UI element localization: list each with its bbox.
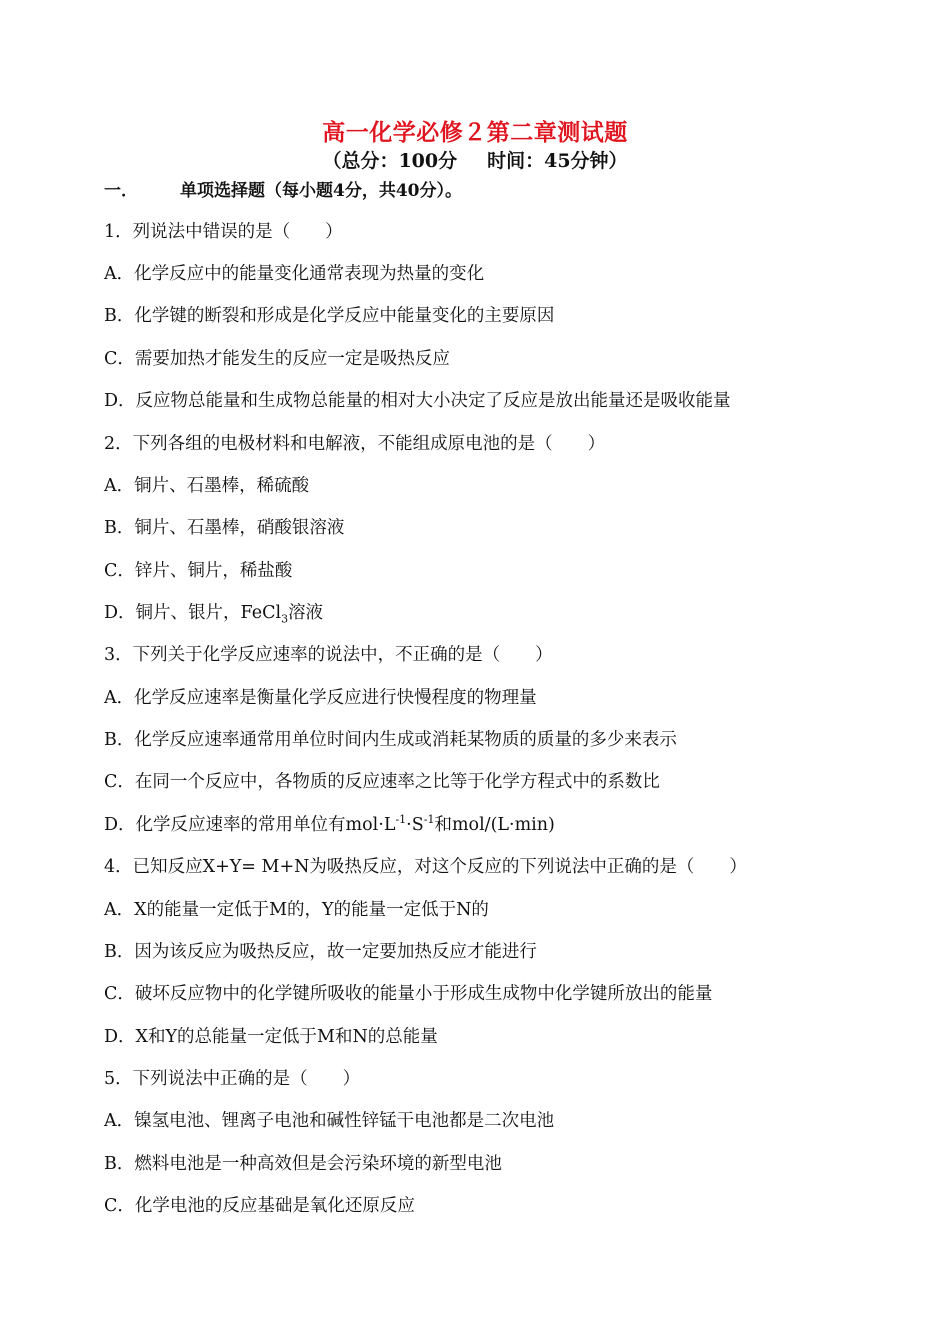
section-number: 一．: [104, 181, 138, 201]
option-item: C．锌片、铜片，稀盐酸: [104, 561, 293, 581]
question-stem: 3．下列关于化学反应速率的说法中，不正确的是（ ）: [104, 645, 553, 665]
option-text: 溶液: [288, 603, 324, 623]
option-item: C．需要加热才能发生的反应一定是吸热反应: [104, 349, 450, 369]
option-item: [104, 599, 323, 624]
option-item: A．镍氢电池、锂离子电池和碱性锌锰干电池都是二次电池: [104, 1111, 555, 1131]
time-limit: 时间：45分钟）: [487, 150, 628, 172]
option-item: A．化学反应速率是衡量化学反应进行快慢程度的物理量: [104, 688, 537, 708]
option-text: 和mol/(L·min): [434, 815, 555, 835]
option-item: B．铜片、石墨棒，硝酸银溶液: [104, 518, 345, 538]
option-item: B．因为该反应为吸热反应，故一定要加热反应才能进行: [104, 942, 537, 962]
option-text: D．化学反应速率的常用单位有mol·L: [104, 815, 396, 835]
superscript: -1: [395, 813, 407, 827]
question-stem: 5．下列说法中正确的是（ ）: [104, 1069, 361, 1089]
document-title: 高一化学必修２第二章测试题: [322, 119, 628, 146]
section-text: 单项选择题（每小题4分，共40分）。: [180, 181, 462, 201]
option-item: A．铜片、石墨棒，稀硫酸: [104, 476, 310, 496]
option-item: D．反应物总能量和生成物总能量的相对大小决定了反应是放出能量还是吸收能量: [104, 391, 731, 411]
section-heading: [104, 176, 462, 201]
question-stem: 4．已知反应X+Y= M+N为吸热反应，对这个反应的下列说法中正确的是（ ）: [104, 857, 747, 877]
total-score: （总分：100分: [322, 150, 458, 172]
option-item: B．化学键的断裂和形成是化学反应中能量变化的主要原因: [104, 306, 555, 326]
question-stem: 2．下列各组的电极材料和电解液，不能组成原电池的是（ ）: [104, 434, 606, 454]
option-item: A．X的能量一定低于M的，Y的能量一定低于N的: [104, 900, 489, 920]
option-item: C．破坏反应物中的化学键所吸收的能量小于形成生成物中化学键所放出的能量: [104, 984, 713, 1004]
option-item: [104, 811, 555, 836]
document-subtitle: [0, 146, 950, 173]
option-item: B．燃料电池是一种高效但是会污染环境的新型电池: [104, 1154, 502, 1174]
superscript: -1: [423, 813, 435, 827]
option-text: D．铜片、银片，FeCl: [104, 603, 282, 623]
option-item: A．化学反应中的能量变化通常表现为热量的变化: [104, 264, 485, 284]
subscript: 3: [281, 612, 289, 626]
option-item: B．化学反应速率通常用单位时间内生成或消耗某物质的质量的多少来表示: [104, 730, 677, 750]
option-text: ·S: [406, 815, 424, 835]
option-item: D．X和Y的总能量一定低于M和N的总能量: [104, 1027, 438, 1047]
option-item: C．化学电池的反应基础是氧化还原反应: [104, 1196, 415, 1216]
question-stem: 1．列说法中错误的是（ ）: [104, 222, 343, 242]
option-item: C．在同一个反应中，各物质的反应速率之比等于化学方程式中的系数比: [104, 772, 660, 792]
